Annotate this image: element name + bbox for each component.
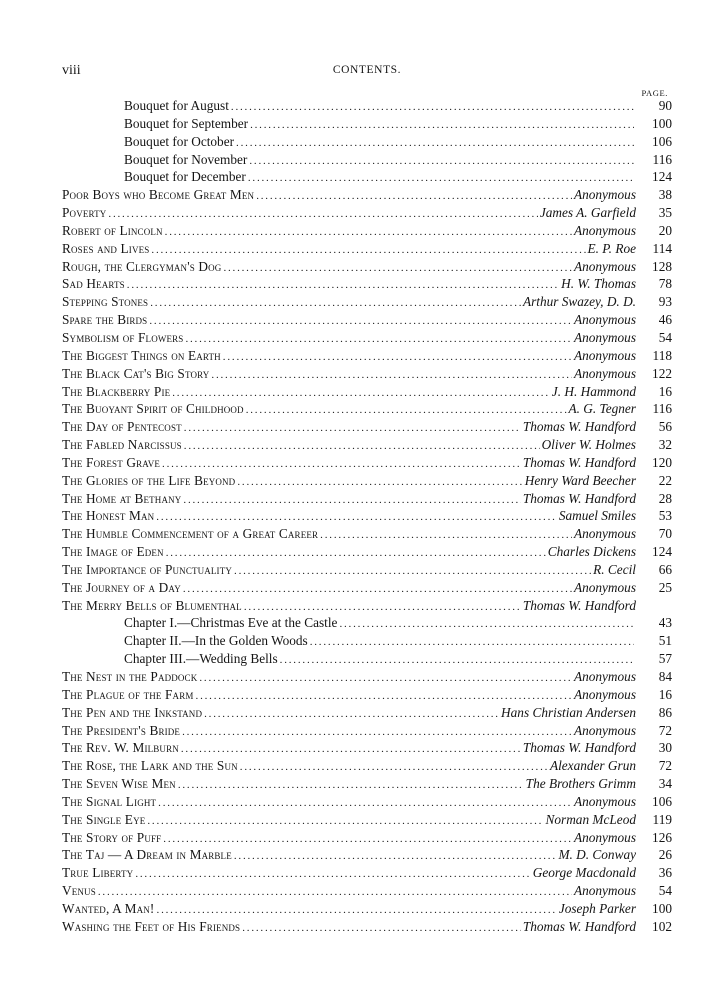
entry-title: Rough, the Clergyman's Dog xyxy=(62,258,222,274)
entry-author: Thomas W. Handford xyxy=(522,490,636,506)
entry-title: Bouquet for October xyxy=(124,133,235,149)
contents-entry xyxy=(62,115,672,133)
contents-entry xyxy=(62,561,672,579)
entry-author: Henry Ward Beecher xyxy=(524,472,636,488)
dot-leader xyxy=(165,224,572,242)
entry-page-number: 57 xyxy=(658,651,672,667)
contents-entry xyxy=(62,168,672,186)
entry-title: True Liberty xyxy=(62,865,134,881)
dot-leader xyxy=(223,260,572,278)
dot-leader xyxy=(184,420,521,438)
entry-author: Anonymous xyxy=(573,365,636,381)
entry-page-number: 122 xyxy=(652,365,672,381)
contents-entry xyxy=(62,900,672,918)
entry-title: Chapter II.—In the Golden Woods xyxy=(124,633,308,649)
entry-page-number: 22 xyxy=(658,472,672,488)
contents-entry xyxy=(62,347,672,365)
dot-leader xyxy=(223,349,572,367)
entry-author: Charles Dickens xyxy=(547,544,636,560)
contents-entry xyxy=(62,258,672,276)
entry-title: The Signal Light xyxy=(62,793,157,809)
contents-entry xyxy=(62,864,672,882)
entry-author: Thomas W. Handford xyxy=(522,597,636,613)
entry-title: The Rev. W. Milburn xyxy=(62,740,179,756)
entry-author: M. D. Conway xyxy=(558,847,636,863)
entry-page-number: 124 xyxy=(652,544,672,560)
entry-page-number: 70 xyxy=(658,526,672,542)
entry-title: Chapter III.—Wedding Bells xyxy=(124,651,278,667)
entry-author: Arthur Swazey, D. D. xyxy=(522,294,636,310)
entry-author: Anonymous xyxy=(573,829,636,845)
dot-leader xyxy=(339,616,634,634)
contents-entry xyxy=(62,275,672,293)
dot-leader xyxy=(237,474,522,492)
entry-author: Norman McLeod xyxy=(545,811,636,827)
entry-title: The Importance of Punctuality xyxy=(62,561,233,577)
entry-title: Bouquet for August xyxy=(124,98,229,113)
page-number: viii xyxy=(62,63,81,78)
entry-title: Wanted, A Man! xyxy=(62,900,155,916)
entry-page-number: 34 xyxy=(658,776,672,792)
entry-page-number: 86 xyxy=(658,704,672,720)
contents-entry xyxy=(62,222,672,240)
entry-page-number: 43 xyxy=(658,615,672,631)
dot-leader xyxy=(149,313,572,331)
dot-leader xyxy=(150,295,521,313)
contents-entry xyxy=(62,507,672,525)
contents-entry xyxy=(62,757,672,775)
entry-title: The Blackberry Pie xyxy=(62,383,171,399)
entry-author: Oliver W. Holmes xyxy=(541,437,636,453)
entry-title: The Glories of the Life Beyond xyxy=(62,472,236,488)
entry-title: The Nest in the Paddock xyxy=(62,669,198,684)
dot-leader xyxy=(234,563,591,581)
entry-title: The Black Cat's Big Story xyxy=(62,365,210,381)
entry-page-number: 16 xyxy=(658,686,672,702)
entry-author: E. P. Roe xyxy=(587,240,636,256)
contents-entry xyxy=(62,918,672,936)
contents-entry xyxy=(62,133,672,151)
entry-page-number: 100 xyxy=(652,900,672,916)
entry-author: Anonymous xyxy=(573,722,636,738)
entry-page-number: 72 xyxy=(658,758,672,774)
entry-page-number: 84 xyxy=(658,669,672,684)
entry-page-number: 118 xyxy=(652,347,672,363)
entry-title: The Image of Eden xyxy=(62,544,164,560)
entry-page-number: 53 xyxy=(658,508,672,524)
entry-page-number: 90 xyxy=(658,98,672,113)
dot-leader xyxy=(240,759,548,777)
entry-page-number: 128 xyxy=(652,258,672,274)
dot-leader xyxy=(211,367,572,385)
dot-leader xyxy=(242,920,521,938)
entry-page-number: 56 xyxy=(658,419,672,435)
entry-author: Anonymous xyxy=(573,222,636,238)
entry-author: Anonymous xyxy=(573,329,636,345)
contents-entry xyxy=(62,650,672,668)
entry-page-number: 38 xyxy=(658,187,672,203)
running-title: CONTENTS. xyxy=(332,64,402,76)
contents-entry xyxy=(62,668,672,686)
entry-title: Poverty xyxy=(62,205,107,221)
entry-title: Bouquet for September xyxy=(124,115,249,131)
contents-entry xyxy=(62,846,672,864)
contents-entry xyxy=(62,882,672,900)
entry-page-number: 116 xyxy=(652,151,672,167)
entry-page-number: 78 xyxy=(658,276,672,292)
entry-page-number: 116 xyxy=(652,401,672,417)
entry-page-number: 72 xyxy=(658,722,672,738)
entry-author: Joseph Parker xyxy=(558,900,636,916)
entry-author: R. Cecil xyxy=(593,561,636,577)
contents-entry xyxy=(62,365,672,383)
entry-title: The Biggest Things on Earth xyxy=(62,347,221,363)
entry-page-number: 119 xyxy=(652,811,672,827)
dot-leader xyxy=(310,634,634,652)
contents-entry xyxy=(62,704,672,722)
entry-author: Anonymous xyxy=(573,526,636,542)
contents-entry xyxy=(62,597,672,615)
entry-author: Anonymous xyxy=(573,883,636,899)
contents-entry xyxy=(62,614,672,632)
dot-leader xyxy=(231,99,634,117)
entry-title: Spare the Birds xyxy=(62,312,148,328)
entry-author: Anonymous xyxy=(573,312,636,328)
contents-entry xyxy=(62,829,672,847)
dot-leader xyxy=(127,277,559,295)
contents-entry xyxy=(62,204,672,222)
dot-leader xyxy=(185,331,572,349)
contents-entry xyxy=(62,186,672,204)
dot-leader xyxy=(178,777,524,795)
entry-title: The Story of Puff xyxy=(62,829,162,845)
entry-author: The Brothers Grimm xyxy=(525,776,636,792)
entry-author: Anonymous xyxy=(573,579,636,595)
entry-title: The Plague of the Farm xyxy=(62,686,194,702)
entry-author: Anonymous xyxy=(573,187,636,203)
contents-entry xyxy=(62,793,672,811)
entry-author: Thomas W. Handford xyxy=(522,419,636,435)
entry-author: Alexander Grun xyxy=(549,758,636,774)
contents-entry xyxy=(62,686,672,704)
dot-leader xyxy=(250,117,634,135)
entry-title: The Honest Man xyxy=(62,508,155,524)
entry-title: The Fabled Narcissus xyxy=(62,437,182,453)
contents-entry xyxy=(62,472,672,490)
entry-title: The Seven Wise Men xyxy=(62,776,176,792)
entry-title: The Home at Bethany xyxy=(62,490,182,506)
entry-author: Anonymous xyxy=(573,669,636,684)
entry-page-number: 93 xyxy=(658,294,672,310)
contents-entry xyxy=(62,240,672,258)
entry-page-number: 102 xyxy=(652,918,672,934)
entry-author: Thomas W. Handford xyxy=(522,740,636,756)
contents-entry xyxy=(62,383,672,401)
contents-entry xyxy=(62,632,672,650)
contents-entry xyxy=(62,525,672,543)
entry-author: Samuel Smiles xyxy=(558,508,636,524)
entry-title: Poor Boys who Become Great Men xyxy=(62,187,255,203)
page-column-heading: PAGE. xyxy=(641,88,668,98)
contents-entry xyxy=(62,579,672,597)
entry-author: George Macdonald xyxy=(532,865,636,881)
dot-leader xyxy=(234,848,557,866)
dot-leader xyxy=(135,866,530,884)
dot-leader xyxy=(183,492,520,510)
contents-entry xyxy=(62,490,672,508)
contents-entry xyxy=(62,739,672,757)
contents-entry xyxy=(62,151,672,169)
entry-author: A. G. Tegner xyxy=(568,401,636,417)
entry-title: The Forest Grave xyxy=(62,454,161,470)
contents-entry xyxy=(62,811,672,829)
contents-entry xyxy=(62,418,672,436)
entry-author: James A. Garfield xyxy=(539,205,636,221)
entry-page-number: 54 xyxy=(658,883,672,899)
entry-page-number: 66 xyxy=(658,561,672,577)
contents-entry xyxy=(62,293,672,311)
page-header xyxy=(62,63,672,81)
entry-page-number: 35 xyxy=(658,205,672,221)
entry-page-number: 28 xyxy=(658,490,672,506)
contents-entry xyxy=(62,400,672,418)
entry-page-number: 16 xyxy=(658,383,672,399)
entry-title: The Rose, the Lark and the Sun xyxy=(62,758,238,774)
entry-title: The Taj — A Dream in Marble xyxy=(62,847,232,863)
dot-leader xyxy=(236,135,634,153)
dot-leader xyxy=(147,813,543,831)
entry-title: Washing the Feet of His Friends xyxy=(62,918,241,934)
contents-list xyxy=(62,97,672,936)
entry-page-number: 32 xyxy=(658,437,672,453)
entry-author: Thomas W. Handford xyxy=(522,918,636,934)
entry-page-number: 30 xyxy=(658,740,672,756)
contents-entry xyxy=(62,543,672,561)
entry-page-number: 36 xyxy=(658,865,672,881)
entry-author: Anonymous xyxy=(573,347,636,363)
contents-entry xyxy=(62,454,672,472)
dot-leader xyxy=(108,206,537,224)
entry-page-number: 106 xyxy=(652,793,672,809)
entry-page-number: 51 xyxy=(658,633,672,649)
entry-page-number: 106 xyxy=(652,133,672,149)
entry-title: Stepping Stones xyxy=(62,294,149,310)
entry-page-number: 46 xyxy=(658,312,672,328)
contents-entry xyxy=(62,722,672,740)
dot-leader xyxy=(199,670,572,688)
dot-leader xyxy=(256,188,572,206)
entry-title: The Merry Bells of Blumenthal xyxy=(62,597,242,613)
entry-page-number: 20 xyxy=(658,222,672,238)
entry-author: Hans Christian Andersen xyxy=(501,704,636,720)
entry-author: J. H. Hammond xyxy=(551,383,636,399)
entry-title: The Humble Commencement of a Great Career xyxy=(62,526,319,542)
entry-title: The Journey of a Day xyxy=(62,579,181,595)
entry-title: Roses and Lives xyxy=(62,240,150,256)
contents-entry xyxy=(62,436,672,454)
entry-author: Anonymous xyxy=(573,686,636,702)
dot-leader xyxy=(249,153,634,171)
entry-title: Robert of Lincoln xyxy=(62,222,163,238)
dot-leader xyxy=(320,527,572,545)
entry-title: Bouquet for November xyxy=(124,151,248,167)
entry-title: The Buoyant Spirit of Childhood xyxy=(62,401,244,417)
dot-leader xyxy=(184,438,540,456)
entry-page-number: 100 xyxy=(652,115,672,131)
entry-page-number: 25 xyxy=(658,579,672,595)
entry-title: Bouquet for December xyxy=(124,169,246,185)
entry-title: Symbolism of Flowers xyxy=(62,329,184,345)
contents-entry xyxy=(62,329,672,347)
entry-title: Venus xyxy=(62,883,96,899)
contents-entry xyxy=(62,97,672,115)
entry-title: Sad Hearts xyxy=(62,276,125,292)
dot-leader xyxy=(204,706,499,724)
entry-title: Chapter I.—Christmas Eve at the Castle xyxy=(124,615,338,631)
entry-page-number: 26 xyxy=(658,847,672,863)
entry-page-number: 126 xyxy=(652,829,672,845)
entry-author: Anonymous xyxy=(573,793,636,809)
dot-leader xyxy=(98,884,572,902)
dot-leader xyxy=(158,795,572,813)
entry-author: Thomas W. Handford xyxy=(522,454,636,470)
entry-page-number: 114 xyxy=(652,240,672,256)
entry-title: The Single Eye xyxy=(62,811,146,827)
dot-leader xyxy=(246,402,567,420)
contents-entry xyxy=(62,311,672,329)
entry-title: The Day of Pentecost xyxy=(62,419,182,435)
entry-author: H. W. Thomas xyxy=(561,276,636,292)
entry-page-number: 54 xyxy=(658,329,672,345)
entry-page-number: 120 xyxy=(652,454,672,470)
entry-page-number: 124 xyxy=(652,169,672,185)
entry-title: The President's Bride xyxy=(62,722,181,738)
entry-author: Anonymous xyxy=(573,258,636,274)
entry-title: The Pen and the Inkstand xyxy=(62,704,203,720)
contents-entry xyxy=(62,775,672,793)
dot-leader xyxy=(182,724,572,742)
